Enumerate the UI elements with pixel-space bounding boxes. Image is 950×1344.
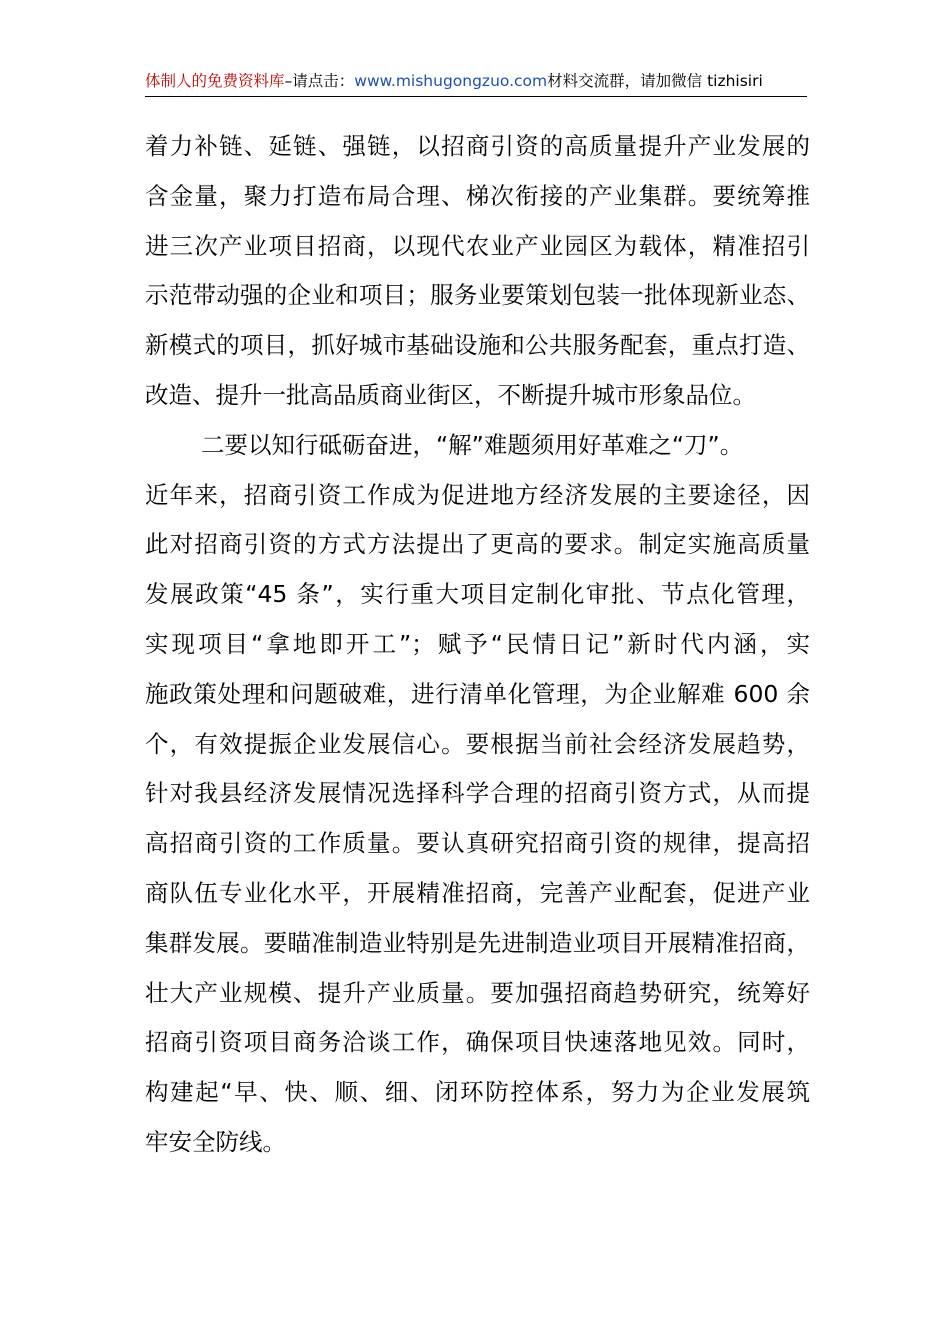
paragraph-line: 新模式的项目，抓好城市基础设施和公共服务配套，重点打造、 [145,331,810,360]
paragraph-line: 着力补链、延链、强链，以招商引资的高质量提升产业发展的 [145,132,810,160]
document-body [145,122,810,1168]
paragraph-line: 发展政策“45 条”，实行重大项目定制化审批、节点化管理， [145,580,810,609]
paragraph-line: 近年来，招商引资工作成为促进地方经济发展的主要途径，因 [145,480,810,509]
paragraph-line: 二要以知行砥砺奋进，“解”难题须用好革难之“刀”。 [201,430,744,459]
header-site-name: 体制人的免费资料库 [145,72,285,90]
paragraph-1 [145,122,810,421]
header-click-prompt: –请点击： [284,72,355,90]
paragraph-line: 改造、提升一批高品质商业街区，不断提升城市形象品位。 [145,380,756,409]
paragraph-line: 高招商引资的工作质量。要认真研究招商引资的规律，提高招 [145,829,810,858]
paragraph-line: 实现项目“拿地即开工”；赋予“民情日记”新时代内涵，实 [145,629,810,658]
paragraph-line: 招商引资项目商务洽谈工作，确保项目快速落地见效。同时， [145,1028,810,1057]
paragraph-line: 商队伍专业化水平，开展精准招商，完善产业配套，促进产业 [145,878,810,907]
header-contact-info: 材料交流群，请加微信 tizhisiri [547,72,763,90]
paragraph-line: 集群发展。要瞄准制造业特别是先进制造业项目开展精准招商， [145,928,810,957]
paragraph-line: 壮大产业规模、提升产业质量。要加强招商趋势研究，统筹好 [145,978,810,1007]
paragraph-line: 针对我县经济发展情况选择科学合理的招商引资方式，从而提 [145,779,810,808]
paragraph-2 [145,421,810,1168]
paragraph-line: 个，有效提振企业发展信心。要根据当前社会经济发展趋势， [145,729,810,758]
paragraph-line: 此对招商引资的方式方法提出了更高的要求。制定实施高质量 [145,530,810,559]
paragraph-line: 构建起“早、快、顺、细、闭环防控体系，努力为企业发展筑 [145,1078,810,1107]
page-header [145,68,807,97]
paragraph-line: 含金量，聚力打造布局合理、梯次衔接的产业集群。要统筹推 [145,181,810,210]
paragraph-line: 进三次产业项目招商，以现代农业产业园区为载体，精准招引 [145,231,810,260]
paragraph-line: 牢安全防线。 [145,1127,286,1156]
paragraph-line: 示范带动强的企业和项目；服务业要策划包装一批体现新业态、 [145,281,810,310]
header-site-link[interactable]: www.mishugongzuo.com [354,72,548,90]
paragraph-line: 施政策处理和问题破难，进行清单化管理，为企业解难 600 余 [145,679,810,708]
